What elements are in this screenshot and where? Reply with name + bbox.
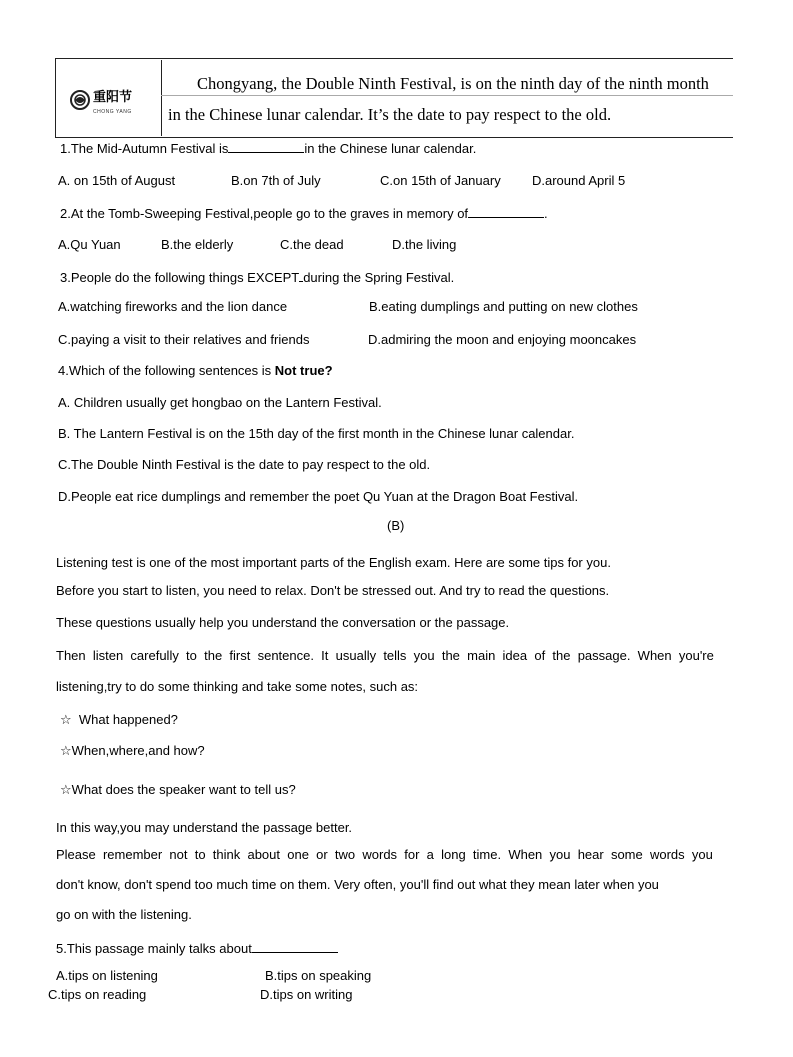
- question-2-tail: .: [544, 206, 548, 221]
- question-3-text: 3.People do the following things EXCEPT: [60, 270, 300, 285]
- question-2-text: 2.At the Tomb-Sweeping Festival,people go to the graves in memory of: [60, 206, 469, 221]
- q4-option-a: A. Children usually get hongbao on the Lantern Festival.: [58, 395, 382, 410]
- answer-blank: [228, 140, 304, 153]
- passage-line: Listening test is one of the most important parts of the English exam. Here are some tips for you.: [56, 555, 611, 570]
- q4-option-c: C.The Double Ninth Festival is the date to pay respect to the old.: [58, 457, 431, 472]
- q5-option-a: A.tips on listening: [56, 968, 158, 983]
- q3-option-c: C.paying a visit to their relatives and friends: [58, 332, 310, 347]
- question-1: [60, 140, 476, 157]
- passage-line: Before you start to listen, you need to relax. Don't be stressed out. And try to read the questions.: [56, 583, 610, 598]
- passage-line: Please remember not to think about one or two words for a long time. When you hear some words you: [56, 847, 713, 862]
- q4-option-b: B. The Lantern Festival is on the 15th day of the first month in the Chinese lunar calendar.: [58, 426, 575, 441]
- q1-option-b: B.on 7th of July: [231, 173, 321, 188]
- q4-option-d: D.People eat rice dumplings and remember the poet Qu Yuan at the Dragon Boat Festival.: [58, 489, 579, 504]
- q2-option-a: A.Qu Yuan: [58, 237, 121, 252]
- answer-blank: [252, 940, 338, 953]
- question-4-emphasis: Not true?: [274, 363, 333, 378]
- question-2: [60, 205, 548, 222]
- passage-line: These questions usually help you understand the conversation or the passage.: [56, 615, 510, 630]
- header-line-2: in the Chinese lunar calendar. It’s the date to pay respect to the old.: [168, 105, 612, 124]
- chongyang-seal-icon: [70, 90, 90, 110]
- q3-option-b: B.eating dumplings and putting on new clothes: [369, 299, 638, 314]
- logo-cell: [56, 60, 162, 136]
- q3-option-a: A.watching fireworks and the lion dance: [58, 299, 288, 314]
- q1-option-a: A. on 15th of August: [58, 173, 176, 188]
- passage-line: go on with the listening.: [56, 907, 192, 922]
- question-1-tail: in the Chinese lunar calendar.: [304, 141, 477, 156]
- q5-option-b: B.tips on speaking: [265, 968, 372, 983]
- question-3-tail: during the Spring Festival.: [303, 270, 455, 285]
- passage-line: In this way,you may understand the passage better.: [56, 820, 353, 835]
- section-b-label: (B): [387, 518, 405, 533]
- tip-bullet: ☆When,where,and how?: [60, 743, 205, 758]
- passage-line: don't know, don't spend too much time on them. Very often, you'll find out what they mean later when you: [56, 877, 659, 892]
- question-5-text: 5.This passage mainly talks about: [56, 941, 252, 956]
- passage-line: listening,try to do some thinking and take some notes, such as:: [56, 679, 419, 694]
- header-divider: [161, 95, 733, 96]
- question-5: [56, 940, 338, 957]
- q3-option-d: D.admiring the moon and enjoying mooncakes: [368, 332, 637, 347]
- header-line-1: Chongyang, the Double Ninth Festival, is on the ninth day of the ninth month: [197, 74, 709, 93]
- answer-blank: [468, 205, 544, 218]
- q2-option-b: B.the elderly: [161, 237, 234, 252]
- question-3: [60, 269, 454, 286]
- tip-bullet: ☆What does the speaker want to tell us?: [60, 782, 296, 797]
- logo-text: 重阳节: [93, 90, 133, 105]
- q1-option-c: C.on 15th of January: [380, 173, 501, 188]
- tip-bullet: ☆ What happened?: [60, 712, 178, 727]
- q1-option-d: D.around April 5: [532, 173, 626, 188]
- question-4: [58, 363, 333, 379]
- q2-option-d: D.the living: [392, 237, 457, 252]
- header-box: [55, 58, 733, 138]
- passage-line: Then listen carefully to the first sentence. It usually tells you the main idea of the passage. When you're: [56, 648, 714, 663]
- question-1-text: 1.The Mid-Autumn Festival is: [60, 141, 229, 156]
- logo-subtext: CHONG YANG: [93, 109, 132, 115]
- q2-option-c: C.the dead: [280, 237, 344, 252]
- question-4-text: 4.Which of the following sentences is: [58, 363, 275, 378]
- q5-option-c: C.tips on reading: [48, 987, 147, 1002]
- q5-option-d: D.tips on writing: [260, 987, 353, 1002]
